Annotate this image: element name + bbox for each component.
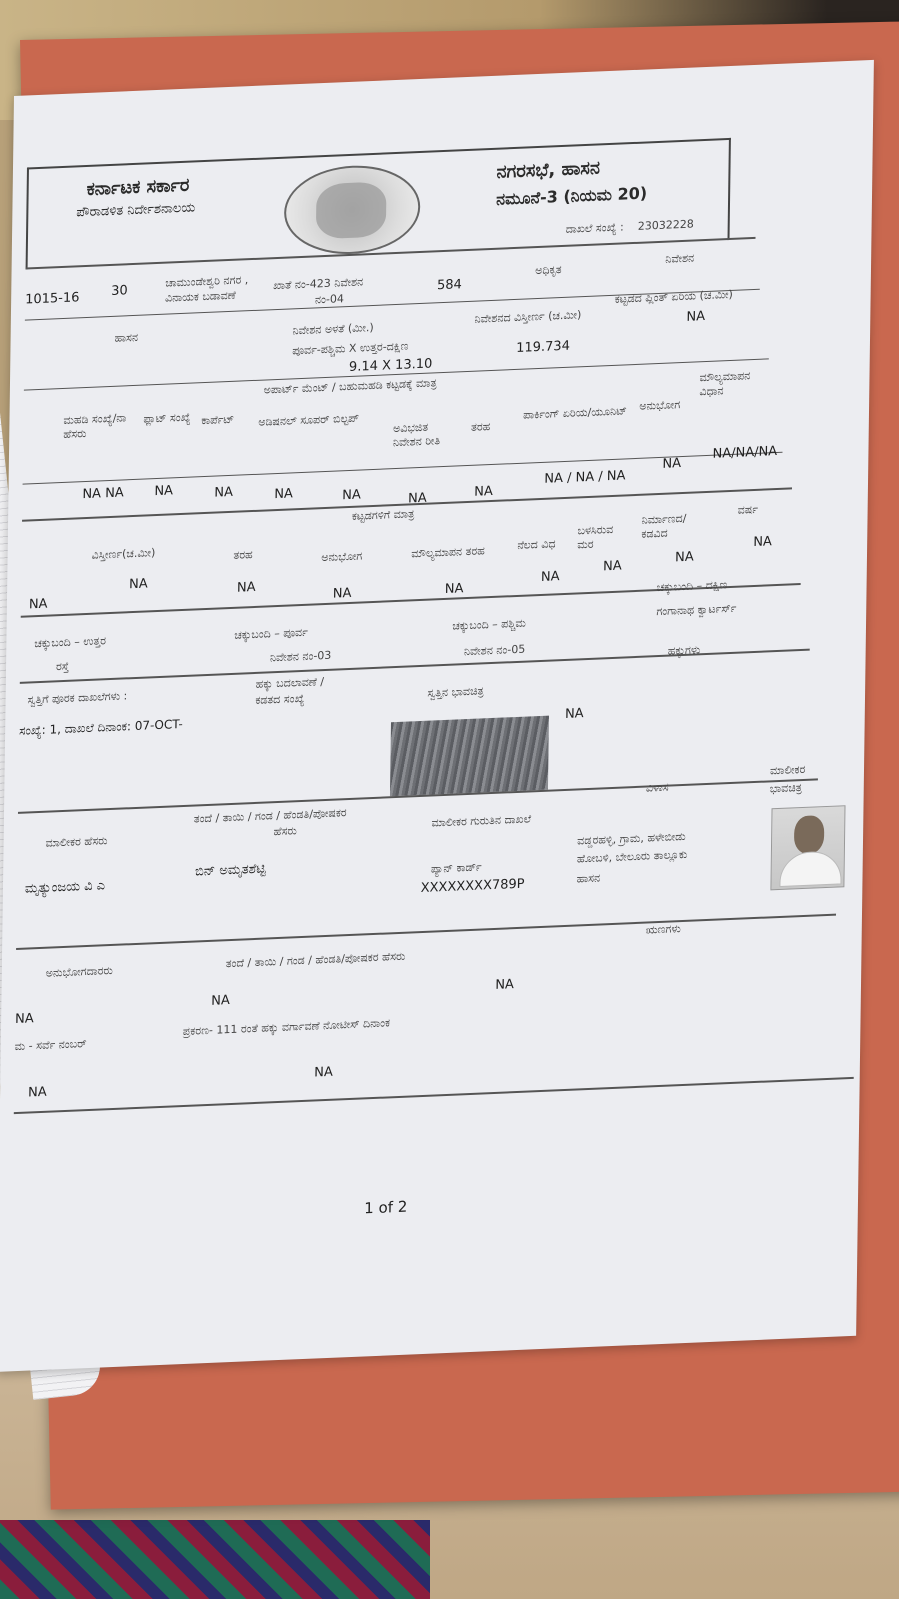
apt-header-super: ಅಡಿಷನಲ್ ಸೂಪರ್ ಬಿಲ್ಟಪ್ (258, 411, 360, 429)
patterned-cloth (0, 1520, 430, 1599)
form-sheet (0, 60, 874, 1372)
boundary-west: ನಿವೇಶನ ನಂ-05 (463, 642, 526, 659)
site-area-value: 119.734 (516, 338, 570, 356)
bld-header: ವರ್ಷ (737, 502, 759, 517)
gov-subtitle: ಪೌರಾಡಳಿತ ನಿರ್ದೇಶನಾಲಯ (76, 200, 196, 221)
bld-value: NA (332, 585, 352, 602)
site-area-label: ನಿವೇಶನದ ವಿಸ್ತೀರ್ಣ (ಚ.ಮೀ) (474, 308, 582, 326)
boundary-west-label: ಚಕ್ಕುಬಂದಿ – ಪಶ್ಚಿಮ (452, 616, 526, 633)
bld-header: ವಿಸ್ತೀರ್ಣ(ಚ.ಮೀ) (91, 546, 156, 562)
occupant-father-label: ತಂದೆ / ತಾಯಿ / ಗಂಡ / ಹೆಂಡತಿ/ಪೋಷಕರ ಹೆಸರು (225, 949, 406, 971)
plinth-label: ಕಟ್ಟಡದ ಪ್ಲಿಂತ್ ಏರಿಯ (ಚ.ಮೀ) (614, 287, 733, 306)
owner-photo-label: ಮಾಲೀಕರ (769, 762, 806, 778)
boundary-north: ರಸ್ತೆ (55, 659, 70, 674)
bld-value: NA (674, 549, 694, 566)
locality-line2: ವಿನಾಯಕ ಬಡಾವಣೆ (164, 288, 236, 305)
owner-address-label: ವಿಳಾಸ (645, 780, 669, 795)
apt-value: NA (662, 456, 682, 472)
form-name: ನಮೂನೆ-3 (ನಿಯಮ 20) (496, 183, 648, 209)
locality-line1: ಚಾಮುಂಡೇಶ್ವರಿ ನಗರ , (165, 273, 249, 290)
dimensions-value: 9.14 X 13.10 (348, 356, 433, 375)
bld-value: NA (128, 576, 148, 593)
khata-line1: ಖಾತೆ ನಂ-423 ನಿವೇಶನ (273, 275, 364, 293)
boundary-south: ಗಂಗಾನಾಥ ಕ್ವಾರ್ಟರ್ಸ್ (656, 601, 737, 619)
bld-header: ನೆಲದ ವಿಧ (517, 537, 556, 552)
year: 1015-16 (25, 290, 80, 308)
owner-address-line3: ಹಾಸನ (576, 871, 601, 886)
owner-id-type: ಪ್ಯಾನ್ ಕಾರ್ಡ್ (430, 860, 482, 876)
bld-header: ಮೌಲ್ಯಮಾಪನ ತರಹ (411, 544, 485, 561)
notice-date-label: ಪ್ರಕರಣ- 111 ರಂತೆ ಹಕ್ಕು ವರ್ಗಾವಣೆ ನೋಟೀಸ್ ದಿನಾಂಕ (182, 1016, 391, 1039)
building-title: ಕಟ್ಟಡಗಳಿಗೆ ಮಾತ್ರ (351, 507, 415, 523)
notice-date-value: NA (314, 1064, 333, 1081)
doc-number: 23032228 (637, 217, 694, 233)
plinth-value: NA (686, 309, 706, 325)
apt-header-carpet: ಕಾರ್ಪೆಟ್ (201, 412, 235, 428)
apt-value: NA NA (82, 485, 124, 503)
bld-value: NA (236, 579, 256, 596)
bld-value: NA (540, 569, 560, 585)
ward-number: 30 (111, 283, 128, 299)
bld-value: NA (753, 534, 772, 551)
father-name-label: ತಂದೆ / ತಾಯಿ / ಗಂಡ / ಹೆಂಡತಿ/ಪೋಷಕರ (193, 806, 347, 826)
owner-photo (770, 805, 845, 890)
page-number: 1 of 2 (364, 1197, 408, 1218)
apt-header-parking: ಪಾರ್ಕಿಂಗ್ ಏರಿಯ/ಯೂನಿಟ್ (523, 404, 628, 422)
boundary-east: ನಿವೇಶನ ನಂ-03 (269, 648, 332, 665)
liabilities-value: NA (495, 977, 514, 993)
apt-header-flat: ಫ್ಲಾಟ್ ಸಂಖ್ಯೆ (143, 410, 191, 426)
apt-header-valuation: ಮೌಲ್ಯಮಾಪನ ವಿಧಾನ (699, 369, 751, 399)
occupant-value: NA (14, 1011, 34, 1028)
rights-value: NA (564, 706, 584, 722)
owner-id-label: ಮಾಲೀಕರ ಗುರುತಿನ ದಾಖಲೆ (431, 812, 532, 830)
property-photo (390, 716, 549, 797)
form-3-table (14, 132, 876, 1218)
property-photo-label: ಸ್ವತ್ತಿನ ಭಾವಚಿತ್ರ (427, 684, 484, 700)
apt-header-undivided: ಅವಿಭಜಿತ ನಿವೇಶನ ರೀತಿ (392, 420, 441, 450)
occupant-label: ಅನುಭೋಗದಾರರು (45, 963, 113, 980)
father-name-label-2: ಹೆಸರು (273, 824, 297, 839)
boundary-east-label: ಚಕ್ಕುಬಂದಿ – ಪೂರ್ವ (234, 625, 308, 642)
owner-address-line2: ಹೋಬಳಿ, ಬೇಲೂರು ತಾಲ್ಲೂಕು (576, 847, 688, 866)
apt-header-usage: ಅನುಭೋಗ (639, 398, 681, 413)
doc-number-label: ದಾಖಲೆ ಸಂಖ್ಯೆ : (565, 220, 624, 236)
measure-label: ನಿವೇಶನ ಅಳತೆ (ಮೀ.) (292, 320, 374, 338)
apt-value: NA/NA/NA (712, 444, 778, 462)
owner-photo-label-2: ಭಾವಚಿತ್ರ (769, 781, 803, 796)
apt-value: NA (274, 486, 293, 503)
owner-name-label: ಮಾಲೀಕರ ಹೆಸರು (45, 834, 108, 850)
bld-value: NA (28, 596, 48, 613)
owner-name: ಮೃತ್ಯುಂಜಯ ವಿ ಎ (24, 878, 106, 897)
liabilities-label: ಋಣಗಳು (645, 922, 681, 937)
property-type: ನಿವೇಶನ (665, 251, 695, 266)
address-city: ಹಾಸನ (114, 330, 139, 345)
gov-title: ಕರ್ನಾಟಕ ಸರ್ಕಾರ (86, 174, 190, 200)
assessment-number: 584 (436, 277, 462, 294)
bld-value: NA (444, 581, 464, 597)
khata-line2: ನಂ-04 (314, 292, 345, 307)
father-name: ಬಿನ್ ಅಮೃತಶೆಟ್ಟಿ (194, 861, 266, 880)
apt-value: NA (154, 483, 174, 500)
apt-value: NA (214, 484, 234, 501)
boundary-north-label: ಚಕ್ಕುಬಂದಿ – ಉತ್ತರ (34, 634, 107, 651)
owner-id-value: XXXXXXXX789P (420, 876, 525, 897)
rights-label: ಹಕ್ಕುಗಳು (667, 643, 701, 658)
transfer-label-2: ಕಡತದ ಸಂಖ್ಯೆ (255, 691, 305, 707)
bld-header: ಬಳಸಿರುವ ಮರ (577, 522, 614, 552)
bld-header: ತರಹ (233, 548, 253, 562)
municipality-name: ನಗರಸಭೆ, ಹಾಸನ (496, 157, 601, 183)
dimensions-label: ಪೂರ್ವ-ಪಶ್ಚಿಮ X ಉತ್ತರ-ದಕ್ಷಿಣ (292, 339, 409, 358)
transfer-label: ಹಕ್ಕು ಬದಲಾವಣೆ / (255, 675, 325, 691)
survey-number-value: NA (27, 1084, 47, 1101)
supporting-docs-value: ಸಂಖ್ಯೆ: 1, ದಾಖಲೆ ದಿನಾಂಕ: 07-OCT- (19, 716, 183, 738)
boundary-south-label: ಚಕ್ಕುಬಂದಿ – ದಕ್ಷಿಣ (656, 578, 728, 595)
apt-value: NA / NA / NA (544, 468, 626, 487)
apt-value: NA (474, 483, 493, 500)
apartment-title: ಅಪಾರ್ಟ್ ಮೆಂಟ್ / ಬಹುಮಹಡಿ ಕಟ್ಟಡಕ್ಕೆ ಮಾತ್ರ (263, 376, 437, 397)
bld-header: ಅನುಭೋಗ (321, 549, 363, 565)
bld-value: NA (602, 558, 622, 575)
owner-address-line1: ವಡ್ಡರಹಳ್ಳಿ, ಗ್ರಾಮ, ಹಳೇಬೀಡು (577, 829, 686, 848)
apt-value: NA (407, 490, 427, 507)
survey-number-label: ಮ - ಸರ್ವೆ ನಂಬರ್ (14, 1037, 87, 1054)
apt-header-floor: ಮಹಡಿ ಸಂಖ್ಯೆ/ನಾ ಹೆಸರು (63, 411, 127, 441)
use-type: ಅಧಿಕೃತ (535, 263, 562, 278)
apt-value: NA (342, 487, 361, 504)
occupant-father-value: NA (211, 993, 230, 1009)
bld-header: ನಿರ್ಮಾಣದ/ ಕಡವಿದ (641, 511, 687, 541)
supporting-docs-label: ಸ್ವತ್ತಿಗೆ ಪೂರಕ ದಾಖಲೆಗಳು : (27, 689, 128, 707)
apt-header-type: ತರಹ (470, 420, 491, 434)
